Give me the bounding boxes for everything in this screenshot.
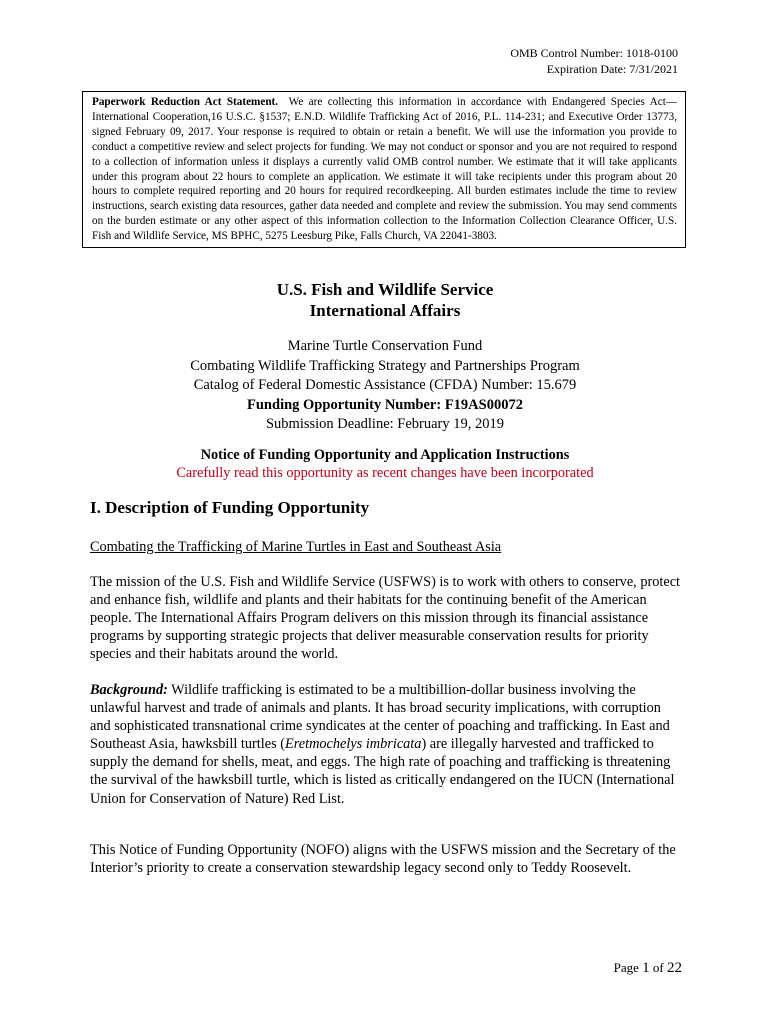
nofo-paragraph: This Notice of Funding Opportunity (NOFO) aligns with the USFWS mission and the Secretary of the Interior’s priority to create a conservation stewardship legacy second only to Teddy Roosevelt. xyxy=(90,842,676,877)
pra-body: We are collecting this information in accordance with Endangered Species Act—International Cooperation,16 U.S.C. §1537; E.N.D. Wildlife Trafficking Act of 2016, P.L. 114-231; and Executive Order 13773, signed February 09, 2017. Your response is required to obtain or retain a benefit. We will use the information you provide to conduct a competitive review and select projects for funding. We may not conduct or sponsor and you are not required to respond to a collection of information unless it displays a currently valid OMB control number. We estimate that it will take applicants under this program about 22 hours to complete an application. We estimate it will take recipients under this program about 20 hours to complete required reporting and 20 hours for required recordkeeping. All burden estimates include the time to review instructions, search existing data resources, gather data needed and complete and review the submission. You may send comments on the burden estimate or any other aspect of this information collection to the Information Collection Clearance Officer, U.S. Fish and Wildlife Service, MS BPHC, 5275 Leesburg Pike, Falls Church, VA 22041-3803. xyxy=(92,96,677,243)
submission-deadline: Submission Deadline: February 19, 2019 xyxy=(265,416,505,432)
background-paragraph xyxy=(90,681,684,808)
paperwork-reduction-box xyxy=(82,91,686,248)
of-label: of xyxy=(652,960,664,975)
section-heading: I. Description of Funding Opportunity xyxy=(90,498,370,517)
page-footer xyxy=(614,960,682,977)
notice-title: Notice of Funding Opportunity and Application Instructions xyxy=(200,447,570,463)
cfda-number: Catalog of Federal Domestic Assistance (CFDA) Number: 15.679 xyxy=(193,377,577,393)
agency-title xyxy=(0,279,770,321)
program-name: Combating Wildlife Trafficking Strategy and Partnerships Program xyxy=(190,357,580,374)
background-text-2: ) are illegally harvested and trafficked to supply the demand for shells, meat, and eggs. The high rate of poaching and trafficking is threatening the survival of the hawksbill turtle, which is listed as critically endangered on the IUCN (International Union for Conservation of Nature) Red List. xyxy=(90,736,675,807)
page-number: 1 xyxy=(642,960,650,976)
section-subheading: Combating the Trafficking of Marine Turtles in East and Southeast Asia xyxy=(90,539,502,555)
pra-title: Paperwork Reduction Act Statement. xyxy=(92,96,279,108)
agency-division: International Affairs xyxy=(309,301,461,320)
program-info xyxy=(0,337,770,435)
funding-opportunity-number: Funding Opportunity Number: F19AS00072 xyxy=(247,396,523,413)
fund-name: Marine Turtle Conservation Fund xyxy=(287,338,483,354)
species-name: Eretmochelys imbricata xyxy=(284,736,422,753)
omb-header xyxy=(510,45,678,77)
notice-block xyxy=(0,446,770,482)
expiration-date: Expiration Date: 7/31/2021 xyxy=(546,62,678,76)
omb-control-number: OMB Control Number: 1018-0100 xyxy=(510,46,678,60)
background-text-1: Wildlife trafficking is estimated to be a multibillion-dollar business involving the unlawful harvest and trade of animals and plants. It has broad security implications, with corruption and sophisticated transnational crime syndicates at the center of poaching and trafficking. In East and Southeast Asia, hawksbill turtles ( xyxy=(90,682,670,753)
agency-name: U.S. Fish and Wildlife Service xyxy=(276,280,494,299)
background-label: Background: xyxy=(90,682,168,698)
page-total: 22 xyxy=(667,960,682,976)
mission-paragraph: The mission of the U.S. Fish and Wildlife Service (USFWS) is to work with others to conserve, protect and enhance fish, wildlife and plants and their habitats for the continuing benefit of the American people. The International Affairs Program delivers on this mission through its financial assistance programs by supporting strategic projects that deliver measurable conservation results for priority species and their habitats around the world. xyxy=(90,574,681,663)
page-label: Page xyxy=(613,960,639,975)
notice-warning: Carefully read this opportunity as recent changes have been incorporated xyxy=(176,465,594,481)
